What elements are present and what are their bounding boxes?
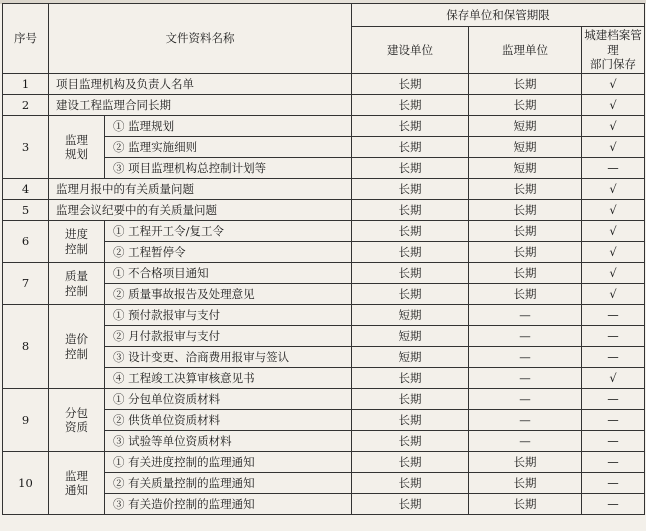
cell-construction: 长期 [352, 410, 469, 431]
cell-sub-item: ② 供货单位资质材料 [105, 410, 352, 431]
cell-supervision: — [469, 347, 582, 368]
group-label-line: 进度 [65, 227, 88, 242]
cell-supervision: — [469, 410, 582, 431]
cell-no: 1 [3, 74, 49, 95]
cell-archive: — [582, 473, 645, 494]
group-label-line: 监理 [65, 132, 88, 147]
cell-no: 3 [3, 116, 49, 179]
cell-construction: 长期 [352, 74, 469, 95]
cell-group [49, 452, 105, 515]
cell-archive: √ [582, 368, 645, 389]
cell-supervision: 短期 [469, 137, 582, 158]
cell-archive: √ [582, 242, 645, 263]
cell-archive: — [582, 494, 645, 515]
group-label-line: 监理 [65, 468, 88, 483]
cell-no: 10 [3, 452, 49, 515]
group-label-line: 分包 [65, 405, 88, 420]
cell-archive: √ [582, 221, 645, 242]
cell-construction: 长期 [352, 431, 469, 452]
cell-construction: 长期 [352, 158, 469, 179]
cell-archive: — [582, 326, 645, 347]
cell-construction: 长期 [352, 368, 469, 389]
table-row [3, 179, 645, 200]
group-label-line: 控制 [65, 346, 88, 361]
cell-construction: 长期 [352, 263, 469, 284]
cell-construction: 长期 [352, 389, 469, 410]
group-label-line: 规划 [65, 147, 88, 161]
table-body [3, 74, 645, 515]
cell-construction: 长期 [352, 284, 469, 305]
cell-sub-item: ① 监理规划 [105, 116, 352, 137]
header-archive-dept [582, 27, 645, 74]
cell-no: 8 [3, 305, 49, 389]
cell-group [49, 305, 105, 389]
header-archive-line1: 城建档案管理 [584, 28, 642, 57]
cell-no: 9 [3, 389, 49, 452]
cell-supervision: 长期 [469, 179, 582, 200]
cell-archive: — [582, 431, 645, 452]
cell-construction: 长期 [352, 200, 469, 221]
group-label-line: 资质 [65, 420, 88, 434]
cell-sub-item: ② 有关质量控制的监理通知 [105, 473, 352, 494]
cell-sub-item: ③ 有关造价控制的监理通知 [105, 494, 352, 515]
cell-archive: √ [582, 137, 645, 158]
cell-group [49, 389, 105, 452]
cell-construction: 长期 [352, 473, 469, 494]
cell-supervision: — [469, 305, 582, 326]
cell-construction: 短期 [352, 347, 469, 368]
header-supervision-unit: 监理单位 [469, 27, 582, 74]
cell-no: 4 [3, 179, 49, 200]
cell-archive: √ [582, 200, 645, 221]
cell-supervision: — [469, 326, 582, 347]
cell-archive: — [582, 452, 645, 473]
header-period-group: 保存单位和保管期限 [352, 4, 645, 27]
cell-name: 项目监理机构及负责人名单 [49, 74, 352, 95]
cell-construction: 短期 [352, 305, 469, 326]
cell-archive: √ [582, 179, 645, 200]
cell-supervision: 长期 [469, 74, 582, 95]
cell-sub-item: ② 监理实施细则 [105, 137, 352, 158]
cell-group [49, 116, 105, 179]
cell-supervision: 长期 [469, 200, 582, 221]
table-row [3, 200, 645, 221]
table-row [3, 305, 645, 326]
group-label-line: 控制 [65, 283, 88, 298]
table-row [3, 95, 645, 116]
archive-retention-table [2, 3, 645, 515]
cell-supervision: 长期 [469, 452, 582, 473]
header-no: 序号 [3, 4, 49, 74]
cell-construction: 长期 [352, 242, 469, 263]
table-row [3, 116, 645, 137]
table-row [3, 389, 645, 410]
table-row [3, 74, 645, 95]
cell-archive: √ [582, 116, 645, 137]
cell-no: 6 [3, 221, 49, 263]
group-label-line: 通知 [65, 483, 88, 497]
cell-supervision: 长期 [469, 263, 582, 284]
header-name: 文件资料名称 [49, 4, 352, 74]
cell-supervision: 短期 [469, 116, 582, 137]
cell-construction: 长期 [352, 452, 469, 473]
cell-sub-item: ③ 项目监理机构总控制计划等 [105, 158, 352, 179]
cell-archive: — [582, 410, 645, 431]
cell-supervision: 短期 [469, 158, 582, 179]
cell-supervision: 长期 [469, 95, 582, 116]
header-construction-unit: 建设单位 [352, 27, 469, 74]
cell-sub-item: ③ 试验等单位资质材料 [105, 431, 352, 452]
cell-sub-item: ① 不合格项目通知 [105, 263, 352, 284]
cell-construction: 长期 [352, 137, 469, 158]
cell-name: 建设工程监理合同长期 [49, 95, 352, 116]
cell-construction: 长期 [352, 221, 469, 242]
cell-archive: — [582, 389, 645, 410]
cell-archive: √ [582, 263, 645, 284]
cell-no: 5 [3, 200, 49, 221]
cell-sub-item: ② 质量事故报告及处理意见 [105, 284, 352, 305]
cell-no: 2 [3, 95, 49, 116]
table-row [3, 452, 645, 473]
cell-sub-item: ① 分包单位资质材料 [105, 389, 352, 410]
group-label-line: 控制 [65, 241, 88, 256]
cell-group [49, 263, 105, 305]
table-row [3, 263, 645, 284]
cell-supervision: — [469, 431, 582, 452]
cell-construction: 长期 [352, 494, 469, 515]
cell-archive: — [582, 305, 645, 326]
cell-no: 7 [3, 263, 49, 305]
cell-archive: √ [582, 74, 645, 95]
table-header [3, 4, 645, 74]
cell-sub-item: ① 工程开工令/复工令 [105, 221, 352, 242]
cell-supervision: 长期 [469, 473, 582, 494]
cell-construction: 长期 [352, 116, 469, 137]
cell-construction: 长期 [352, 95, 469, 116]
cell-sub-item: ② 工程暂停令 [105, 242, 352, 263]
cell-construction: 短期 [352, 326, 469, 347]
cell-supervision: — [469, 389, 582, 410]
cell-archive: √ [582, 284, 645, 305]
cell-construction: 长期 [352, 179, 469, 200]
cell-name: 监理会议纪要中的有关质量问题 [49, 200, 352, 221]
cell-supervision: 长期 [469, 221, 582, 242]
cell-archive: — [582, 347, 645, 368]
cell-sub-item: ① 预付款报审与支付 [105, 305, 352, 326]
table-row [3, 221, 645, 242]
cell-supervision: 长期 [469, 284, 582, 305]
cell-supervision: 长期 [469, 242, 582, 263]
group-label-line: 造价 [65, 332, 88, 347]
cell-sub-item: ④ 工程竣工决算审核意见书 [105, 368, 352, 389]
cell-archive: √ [582, 95, 645, 116]
cell-supervision: 长期 [469, 494, 582, 515]
cell-sub-item: ② 月付款报审与支付 [105, 326, 352, 347]
group-label-line: 质量 [65, 269, 88, 284]
cell-group [49, 221, 105, 263]
cell-sub-item: ① 有关进度控制的监理通知 [105, 452, 352, 473]
cell-sub-item: ③ 设计变更、洽商费用报审与签认 [105, 347, 352, 368]
header-archive-line2: 部门保存 [590, 57, 636, 72]
cell-archive: — [582, 158, 645, 179]
cell-name: 监理月报中的有关质量问题 [49, 179, 352, 200]
cell-supervision: — [469, 368, 582, 389]
